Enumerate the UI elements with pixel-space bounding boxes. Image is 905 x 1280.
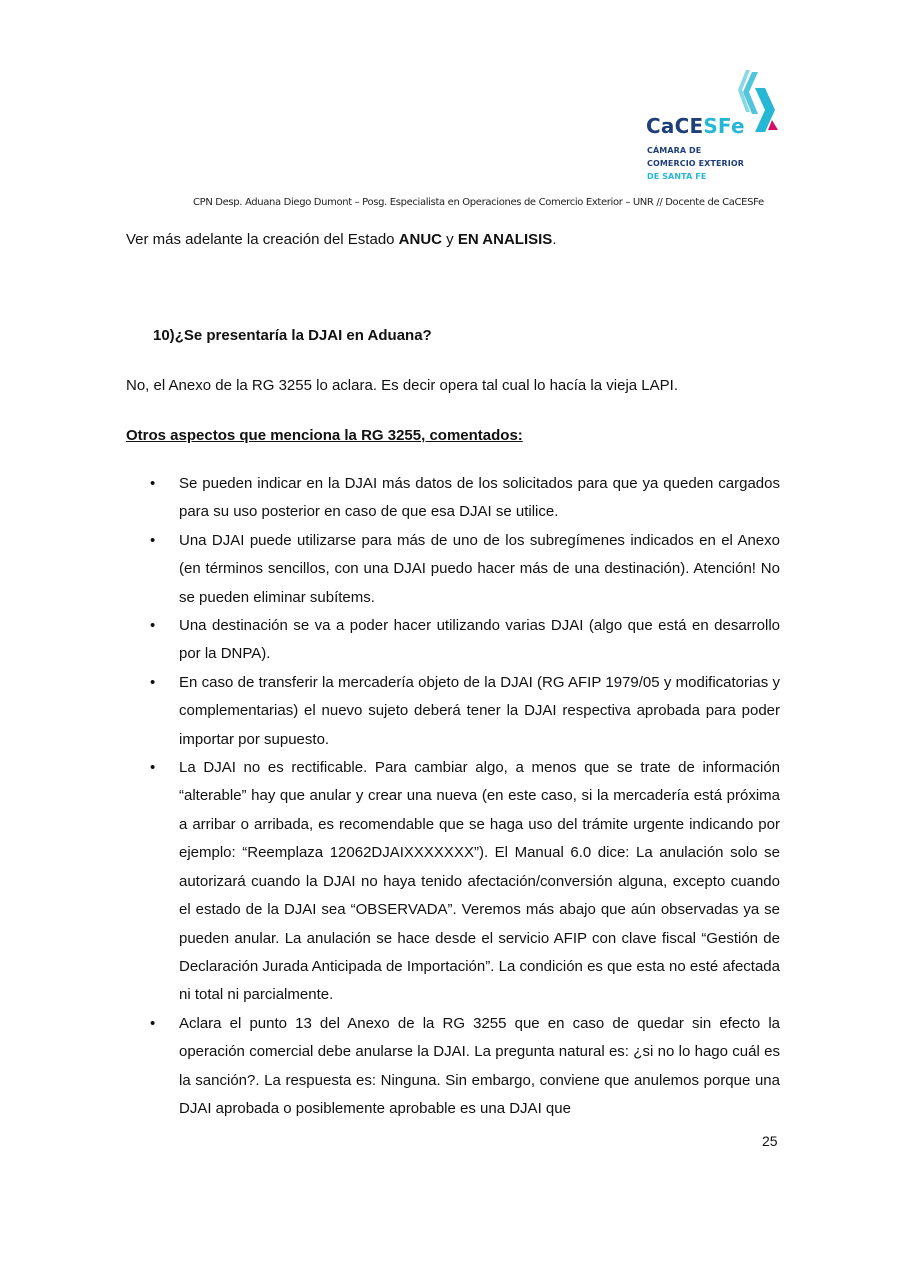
cacesfe-logo — [640, 68, 790, 188]
bullet-icon: • — [150, 759, 156, 777]
list-item: • Aclara el punto 13 del Anexo de la RG 3255 que en caso de quedar sin efecto la operación comercial debe anularse la DJAI. La pregunta natural es: ¿si no lo hago cuál es la sanción?. La respuesta es: Ninguna. Sin embargo, conviene que anulemos porque una DJAI aprobada o posiblemente aprobable es una DJAI que — [150, 1010, 780, 1124]
logo-line-3: DE SANTA FE — [647, 172, 707, 181]
page-header: CPN Desp. Aduana Diego Dumont – Posg. Especialista en Operaciones de Comercio Exterior – UNR // Docente de CaCESFe — [193, 197, 764, 208]
question-heading — [153, 326, 432, 346]
question-number: 10) — [153, 327, 175, 344]
logo-line-2: COMERCIO EXTERIOR — [647, 159, 745, 168]
bullet-icon: • — [150, 475, 156, 492]
list-item: • La DJAI no es rectificable. Para cambiar algo, a menos que se trate de información “alterable” hay que anular y crear una nueva (en este caso, si la mercadería está próxima a arribar o arribada, es recomendable que se haga uso del trámite urgente indicando por ejemplo: “Reemplaza 12062DJAIXXXXXXX”). El Manual 6.0 dice: La anulación solo se autorizará cuando la DJAI no haya tenido afectación/conversión alguna, excepto cuando el estado de la DJAI sea “OBSERVADA”. Veremos más abajo que aún observadas ya se pueden anular. La anulación se hace desde el servicio AFIP con clave fiscal “Gestión de Declaración Jurada Anticipada de Importación”. La condición es que esta no esté afectada ni total ni parcialmente. — [150, 754, 780, 1010]
answer-paragraph: No, el Anexo de la RG 3255 lo aclara. Es decir opera tal cual lo hacía la vieja LAPI. — [126, 377, 678, 394]
list-item: • Una DJAI puede utilizarse para más de uno de los subregímenes indicados en el Anexo (en términos sencillos, con una DJAI puedo hacer más de una destinación). Atención! No se pueden eliminar subítems. — [150, 527, 780, 612]
logo-line-1: CÁMARA DE — [647, 146, 702, 155]
list-item: • Se pueden indicar en la DJAI más datos de los solicitados para que ya queden cargados para su uso posterior en caso de que esa DJAI se utilice. — [150, 470, 780, 527]
question-text: ¿Se presentaría la DJAI en Aduana? — [174, 327, 432, 344]
bullet-icon: • — [150, 1014, 156, 1032]
page-number: 25 — [762, 1133, 778, 1149]
bullet-icon: • — [150, 617, 156, 635]
bullet-icon: • — [150, 673, 156, 691]
bullet-icon: • — [150, 531, 156, 549]
intro-paragraph: Ver más adelante la creación del Estado ANUC y EN ANALISIS. — [126, 231, 557, 248]
section-title: Otros aspectos que menciona la RG 3255, comentados: — [126, 427, 523, 444]
list-item: • Una destinación se va a poder hacer utilizando varias DJAI (algo que está en desarrollo por la DNPA). — [150, 612, 780, 669]
list-item: • En caso de transferir la mercadería objeto de la DJAI (RG AFIP 1979/05 y modificatorias y complementarias) el nuevo sujeto deberá tener la DJAI respectiva aprobada para poder importar por supuesto. — [150, 669, 780, 754]
logo-name: CaCESFe — [646, 114, 745, 138]
bullet-list — [150, 470, 780, 1123]
